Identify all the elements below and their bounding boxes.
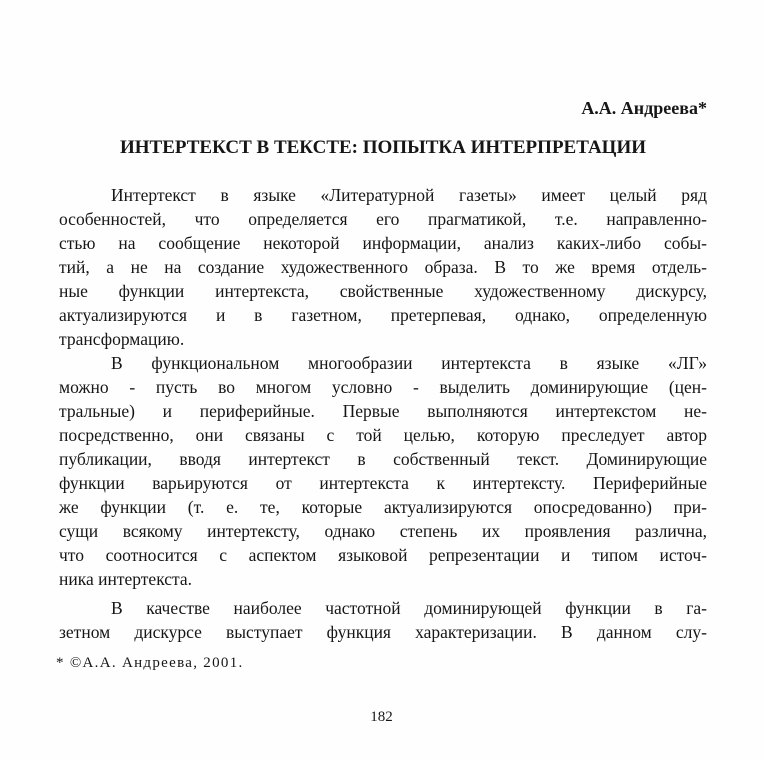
article-title: ИНТЕРТЕКСТ В ТЕКСТЕ: ПОПЫТКА ИНТЕРПРЕТАЦИИ xyxy=(119,137,647,158)
body-line: Интертекст в языке «Литературной газеты» имеет целый ряд xyxy=(111,185,707,205)
body-line: особенностей, что определяется его прагматикой, т.е. направленно- xyxy=(59,209,707,229)
body-line: трансформацию. xyxy=(59,329,185,349)
body-text xyxy=(59,183,707,644)
paragraph xyxy=(59,351,707,591)
paragraph xyxy=(59,183,707,351)
body-line: стью на сообщение некоторой информации, анализ каких-либо собы- xyxy=(59,233,707,253)
body-line: тральные) и периферийные. Первые выполняются интертекстом не- xyxy=(59,401,707,421)
body-line: что соотносится с аспектом языковой репрезентации и типом источ- xyxy=(59,545,707,565)
body-line: ника интертекста. xyxy=(59,569,193,589)
body-line: В качестве наиболее частотной доминирующей функции в га- xyxy=(111,598,707,618)
body-line: можно - пусть во многом условно - выделить доминирующие (цен- xyxy=(59,377,707,397)
body-line: посредственно, они связаны с той целью, которую преследует автор xyxy=(59,425,707,445)
body-line: ные функции интертекста, свойственные художественному дискурсу, xyxy=(59,281,707,301)
body-line: же функции (т. е. те, которые актуализируются опосредованно) при- xyxy=(59,497,707,517)
body-line: сущи всякому интертексту, однако степень их проявления различна, xyxy=(59,521,707,541)
author-line: А.А. Андреева* xyxy=(581,98,707,118)
paragraph xyxy=(59,596,707,644)
body-line: функции варьируются от интертекста к интертексту. Периферийные xyxy=(59,473,707,493)
body-line: В функциональном многообразии интертекста в языке «ЛГ» xyxy=(111,353,707,373)
body-line: тий, а не на создание художественного образа. В то же время отдель- xyxy=(59,257,707,277)
body-line: зетном дискурсе выступает функция характеризации. В данном слу- xyxy=(59,622,707,642)
body-line: публикации, вводя интертекст в собственный текст. Доминирующие xyxy=(59,449,707,469)
body-line: актуализируются и в газетном, претерпевая, однако, определенную xyxy=(59,305,707,325)
copyright-footnote: * ©А.А. Андреева, 2001. xyxy=(56,655,244,671)
page-number: 182 xyxy=(370,709,393,725)
